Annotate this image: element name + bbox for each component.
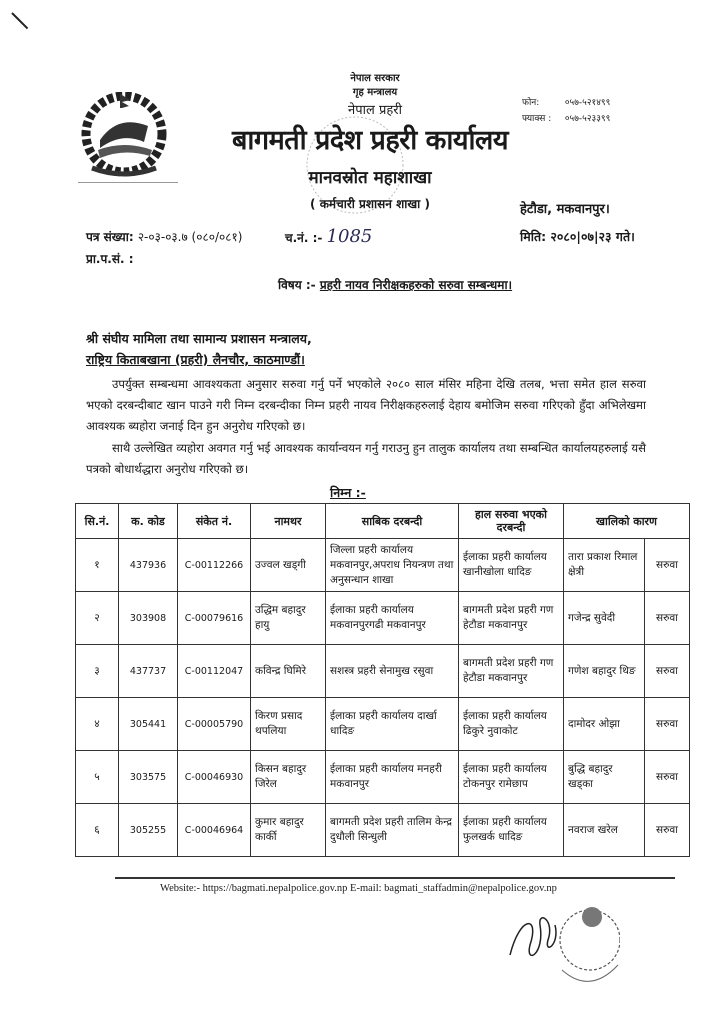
reference-number xyxy=(86,228,242,245)
ref-value: २-०३-०३.७ (०८०/०८१) xyxy=(137,230,243,244)
fax-number: ०५७-५२३३९९ xyxy=(564,114,611,124)
table-row xyxy=(76,804,690,857)
subject-label: विषय :- xyxy=(278,278,316,292)
phone-label: फोन: xyxy=(522,98,540,108)
transfer-table xyxy=(75,503,690,857)
nepal-emblem-icon xyxy=(78,92,170,180)
col-name: नामथर xyxy=(251,504,326,539)
cell-sanket: C-00112266 xyxy=(178,539,251,592)
cell-vacancy-person: नवराज खरेल xyxy=(564,804,645,857)
col-sanket: संकेत नं. xyxy=(178,504,251,539)
cell-current: बागमती प्रदेश प्रहरी गण हेटौडा मकवानपुर xyxy=(459,645,564,698)
body-paragraph-1: उपर्युक्त सम्बन्धमा आवश्यकता अनुसार सरुवा गर्नु पर्ने भएकोले २०८० साल मंसिर महिना देखि तलब, भत्ता समेत हाल सरुवा भएको दरबन्दीबाट खान पाउने गरी निम्न दरबन्दीका निम्न प्रहरी नायव निरीक्षकहरुलाई देहाय बमोजिम सरुवा गरिएको हुँदा अभिलेखमा आवश्यक ब्यहोरा जनाई दिन हुन अनुरोध गरिएको छ। xyxy=(86,377,646,433)
cell-current: बागमती प्रदेश प्रहरी गण हेटौडा मकवानपुर xyxy=(459,592,564,645)
subject-text: प्रहरी नायव निरीक्षकहरुको सरुवा सम्बन्धमा। xyxy=(319,278,513,292)
division-name: मानवस्रोत महाशाखा xyxy=(308,168,432,188)
cell-sanket: C-00046964 xyxy=(178,804,251,857)
cell-vacancy-reason: सरुवा xyxy=(645,645,690,698)
cell-current: ईलाका प्रहरी कार्यालय टोकनपुर रामेछाप xyxy=(459,751,564,804)
cell-previous: जिल्ला प्रहरी कार्यालय मकवानपुर,अपराध नियन्त्रण तथा अनुसन्धान शाखा xyxy=(326,539,459,592)
cell-name: कविन्द्र घिमिरे xyxy=(251,645,326,698)
fax-label: फ्याक्स : xyxy=(522,114,552,124)
cell-sn: ६ xyxy=(76,804,119,857)
cell-sanket: C-00112047 xyxy=(178,645,251,698)
office-location: हेटौडा, मकवानपुर। xyxy=(520,202,610,217)
cell-vacancy-person: दामोदर ओझा xyxy=(564,698,645,751)
emblem-underline xyxy=(78,182,178,183)
table-row xyxy=(76,698,690,751)
col-sn: सि.नं. xyxy=(76,504,119,539)
office-title: बागमती प्रदेश प्रहरी कार्यालय xyxy=(232,125,508,156)
cell-vacancy-reason: सरुवा xyxy=(645,804,690,857)
cell-vacancy-reason: सरुवा xyxy=(645,592,690,645)
police-name: नेपाल प्रहरी xyxy=(348,103,402,118)
cell-name: उज्वल खड्गी xyxy=(251,539,326,592)
cell-previous: सशस्त्र प्रहरी सेनामुख रसुवा xyxy=(326,645,459,698)
subject-line xyxy=(278,276,512,293)
col-current: हाल सरुवा भएको दरबन्दी xyxy=(459,504,564,539)
cell-sn: ५ xyxy=(76,751,119,804)
signature-and-seal-icon xyxy=(500,895,620,1005)
cell-sanket: C-00079616 xyxy=(178,592,251,645)
cell-vacancy-person: बुद्धि बहादुर खड्का xyxy=(564,751,645,804)
cell-code: 437936 xyxy=(119,539,178,592)
cell-name: किसन बहादुर जिरेल xyxy=(251,751,326,804)
cell-current: ईलाका प्रहरी कार्यालय ढिकुरे नुवाकोट xyxy=(459,698,564,751)
list-heading: निम्न :- xyxy=(330,485,366,500)
fax-line xyxy=(522,111,610,124)
prapasa-label: प्रा.प.सं. : xyxy=(86,252,134,266)
body-paragraph-2: साथै उल्लेखित व्यहोरा अवगत गर्नु भई आवश्यक कार्यान्वयन गर्नु गराउनु हुन तालुक कार्यालय तथा सम्बन्धित कार्यालयहरुलाई यसै पत्रको बोधार्थद्धारा अनुरोध गरिएको छ। xyxy=(86,441,646,476)
cell-vacancy-reason: सरुवा xyxy=(645,751,690,804)
phone-number: ०५७-५२१४९९ xyxy=(564,98,611,108)
table-row xyxy=(76,751,690,804)
ref-label: पत्र संख्या: xyxy=(86,230,134,244)
cell-sanket: C-00005790 xyxy=(178,698,251,751)
cell-code: 305441 xyxy=(119,698,178,751)
cell-code: 303575 xyxy=(119,751,178,804)
cell-current: ईलाका प्रहरी कार्यालय खानीखोला धादिङ xyxy=(459,539,564,592)
footer-contact: Website:- https://bagmati.nepalpolice.gov.np E-mail: bagmati_staffadmin@nepalpolice.gov.np xyxy=(160,883,557,894)
cell-sanket: C-00046930 xyxy=(178,751,251,804)
cell-sn: ४ xyxy=(76,698,119,751)
cell-vacancy-person: गजेन्द्र सुवेदी xyxy=(564,592,645,645)
col-code: क. कोड xyxy=(119,504,178,539)
branch-name: ( कर्मचारी प्रशासन शाखा ) xyxy=(310,197,430,211)
government-name: नेपाल सरकार xyxy=(350,73,400,84)
cell-name: कुमार बहादुर कार्की xyxy=(251,804,326,857)
cell-previous: ईलाका प्रहरी कार्यालय मनहरी मकवानपुर xyxy=(326,751,459,804)
cell-name: किरण प्रसाद थपलिया xyxy=(251,698,326,751)
cell-sn: १ xyxy=(76,539,119,592)
cell-vacancy-person: तारा प्रकाश रिमाल क्षेत्री xyxy=(564,539,645,592)
cell-previous: बागमती प्रदेश प्रहरी तालिम केन्द्र दुधौली सिन्धुली xyxy=(326,804,459,857)
addressee-line-1: श्री संघीय मामिला तथा सामान्य प्रशासन मन्त्रालय, xyxy=(86,331,312,346)
cell-code: 303908 xyxy=(119,592,178,645)
col-vacancy: खालिको कारण xyxy=(564,504,690,539)
scan-mark xyxy=(11,12,28,29)
darta-label: च.नं. :- xyxy=(285,231,323,245)
table-row xyxy=(76,592,690,645)
cell-sn: २ xyxy=(76,592,119,645)
cell-code: 305255 xyxy=(119,804,178,857)
cell-vacancy-person: गणेश बहादुर थिङ xyxy=(564,645,645,698)
table-header-row xyxy=(76,504,690,539)
ministry-name: गृह मन्त्रालय xyxy=(352,87,398,98)
col-previous: साबिक दरबन्दी xyxy=(326,504,459,539)
table-row xyxy=(76,645,690,698)
dispatch-number xyxy=(285,226,372,247)
darta-value: 1085 xyxy=(326,226,373,247)
phone-line xyxy=(522,95,610,108)
cell-previous: ईलाका प्रहरी कार्यालय दार्खा धादिङ xyxy=(326,698,459,751)
cell-sn: ३ xyxy=(76,645,119,698)
table-row xyxy=(76,539,690,592)
cell-code: 437737 xyxy=(119,645,178,698)
cell-current: ईलाका प्रहरी कार्यालय फुलखर्क धादिङ xyxy=(459,804,564,857)
footer-rule xyxy=(115,877,675,879)
cell-name: उद्धिम बहादुर हायु xyxy=(251,592,326,645)
cell-vacancy-reason: सरुवा xyxy=(645,539,690,592)
letter-date: मिति: २०८०|०७|२३ गते। xyxy=(520,229,635,244)
cell-previous: ईलाका प्रहरी कार्यालय मकवानपुरगढी मकवानपुर xyxy=(326,592,459,645)
addressee-line-2: राष्ट्रिय किताबखाना (प्रहरी) लैनचौर, काठमाण्डौं। xyxy=(86,352,305,367)
cell-vacancy-reason: सरुवा xyxy=(645,698,690,751)
